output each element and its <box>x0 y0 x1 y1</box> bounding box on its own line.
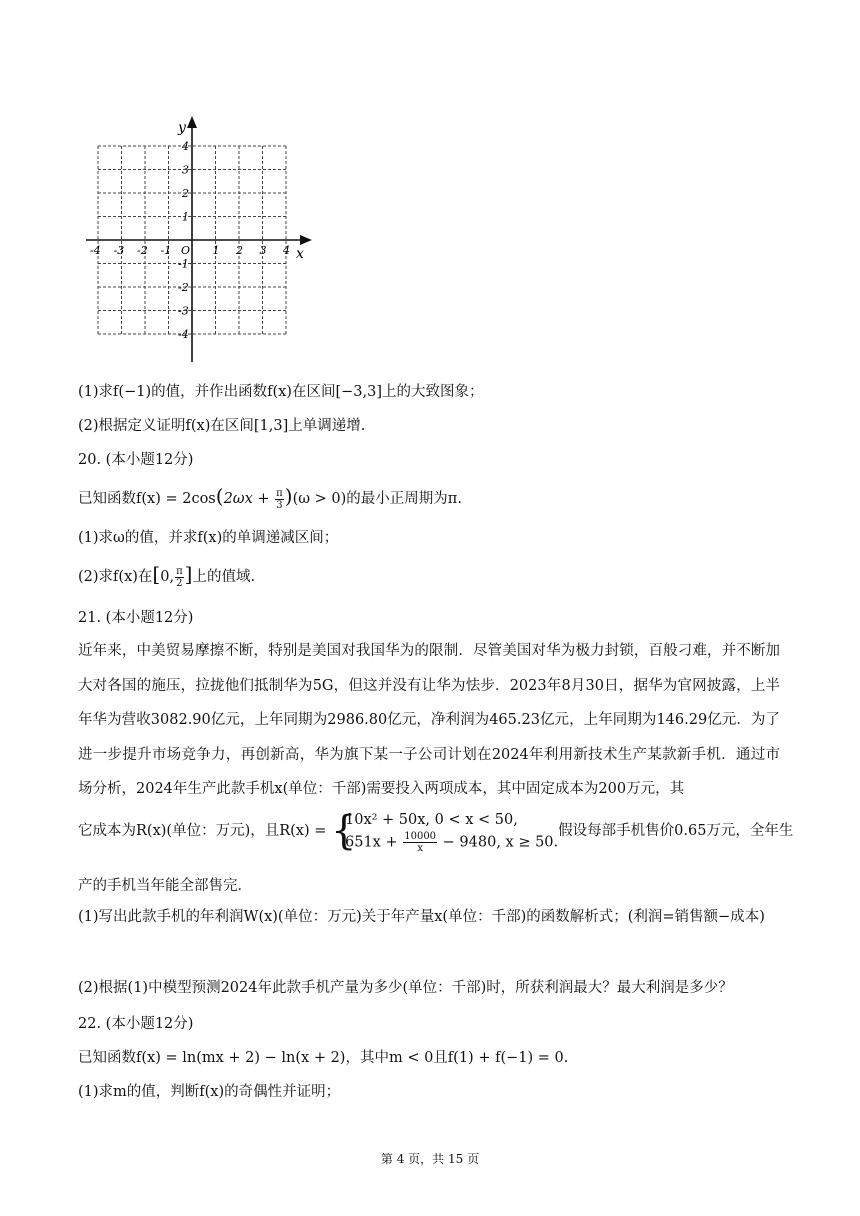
y-tick-label: 3 <box>182 163 189 177</box>
y-tick-label: -1 <box>178 257 189 271</box>
y-tick-label: 1 <box>182 210 189 224</box>
x-axis-arrow <box>300 235 312 245</box>
y-tick-label: 4 <box>182 140 189 153</box>
y-tick-label: -3 <box>178 304 189 318</box>
x-tick-label: 3 <box>259 244 267 257</box>
x-tick-label: -1 <box>160 244 172 257</box>
q22-stem: 已知函数f(x) = ln(mx + 2) − ln(x + 2)，其中m < 0且f(1) + f(−1) = 0. <box>78 1050 569 1066</box>
coordinate-grid <box>84 112 316 368</box>
x-tick-label: -4 <box>90 244 101 257</box>
q21-cost-formula: 它成本为R(x)(单位：万元)，且R(x) = { 10x² + 50x, 0 < x < 50, 651x + $\frac{10000}{x}$ − 9480, x ≥ 50. 假设每部手机售价0.65万元，全年生 <box>78 807 794 854</box>
q20-part1: (1)求ω的值，并求f(x)的单调递减区间； <box>78 530 339 546</box>
q21-part1: (1)写出此款手机的年利润W(x)(单位：万元)关于年产量x(单位：千部)的函数解析式；(利润=销售额−成本) <box>78 909 765 925</box>
q22-part1: (1)求m的值，判断f(x)的奇偶性并证明； <box>78 1084 341 1100</box>
q20-stem: 已知函数f(x) = 2cos(2ωx + $\frac{\pi}{3}$ )(ω > 0)的最小正周期为π. <box>78 484 462 511</box>
x-tick-label: 4 <box>283 244 290 257</box>
q21-continuation: 产的手机当年能全部售完． <box>78 878 252 894</box>
x-tick-label: -3 <box>113 244 125 257</box>
x-axis-label: x <box>296 246 304 262</box>
y-axis-label: y <box>178 120 186 136</box>
x-tick-label: 2 <box>236 244 243 257</box>
q21-paragraph: 近年来，中美贸易摩擦不断，特别是美国对我国华为的限制．尽管美国对华为极力封锁，百般刁难，并不断加大对各国的施压，拉拢他们抵制华为5G，但这并没有让华为怯步．2023年8月30日，据华为官网披露，上半年华为营收3082.90亿元，上年同期为2986.80亿元，净利润为465.23亿元，上年同期为146.29亿元．为了进一步提升市场竞争力，再创新高，华为旗下某一子公司计划在2024年利用新技术生产某款新手机．通过市场分析，2024年生产此款手机x(单位：千部)需要投入两项成本，其中固定成本为200万元，其 <box>78 643 780 797</box>
y-tick-label: -4 <box>178 328 189 341</box>
page-footer: 第 4 页，共 15 页 <box>380 1152 480 1166</box>
q19-part2: (2)根据定义证明f(x)在区间[1,3]上单调递增. <box>78 418 366 434</box>
y-tick-label: -2 <box>178 281 189 294</box>
q22-heading: 22. (本小题12分) <box>78 1016 194 1032</box>
q21-heading: 21. (本小题12分) <box>78 610 194 626</box>
q19-part1: (1)求f(−1)的值，并作出函数f(x)在区间[−3,3]上的大致图象； <box>78 384 484 400</box>
q20-heading: 20. (本小题12分) <box>78 452 194 468</box>
q21-part2: (2)根据(1)中模型预测2024年此款手机产量为多少(单位：千部)时，所获利润最大？最大利润是多少？ <box>78 980 733 996</box>
x-tick-label: -2 <box>137 244 148 257</box>
y-axis-arrow <box>187 116 197 128</box>
y-tick-label: 2 <box>182 187 189 200</box>
x-tick-label: 1 <box>212 244 220 257</box>
q20-part2: (2)求f(x)在[0, $\frac{\pi}{2}$ ]上的值域. <box>78 562 256 589</box>
origin-label: O <box>181 244 191 257</box>
